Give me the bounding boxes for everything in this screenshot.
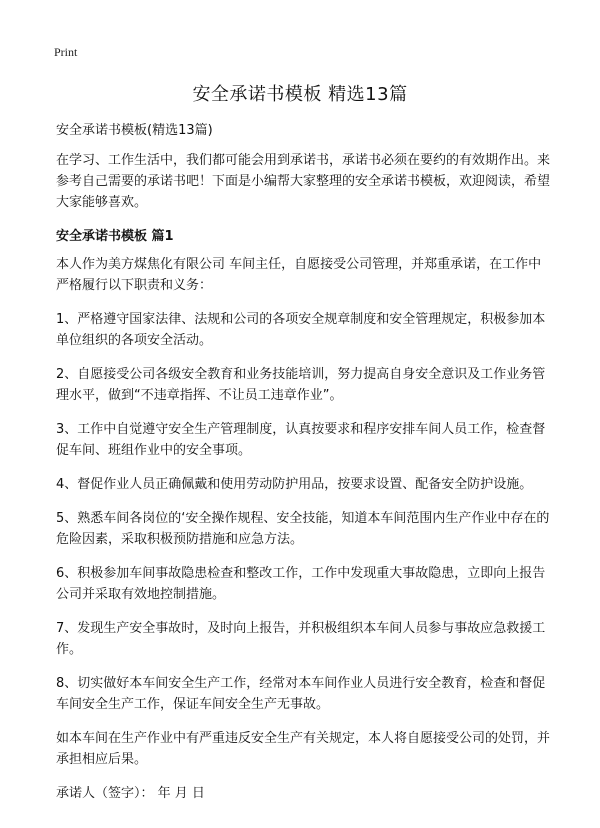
opening-paragraph: 本人作为美方煤焦化有限公司 车间主任，自愿接受公司管理，并郑重承诺，在工作中严格履行以下职责和义务：: [56, 257, 542, 293]
list-item: 7、发现生产安全事故时，及时向上报告，并积极组织本车间人员参与事故应急救援工作。: [56, 621, 546, 657]
print-label: Print: [54, 45, 78, 59]
intro-paragraph: 在学习、工作生活中，我们都可能会用到承诺书，承诺书必须在要约的有效期作出。来参考自己需要的承诺书吧！下面是小编帮大家整理的安全承诺书模板，欢迎阅读，希望大家能够喜欢。: [56, 153, 551, 210]
list-item: 6、积极参加车间事故隐患检查和整改工作，工作中发现重大事故隐患，立即向上报告公司并采取有效地控制措施。: [56, 566, 546, 602]
list-item: 1、严格遵守国家法律、法规和公司的各项安全规章制度和安全管理规定，积极参加本单位组织的各项安全活动。: [56, 312, 546, 348]
list-item: 5、熟悉车间各岗位的‘安全操作规程、安全技能，知道本车间范围内生产作业中存在的危险因素，采取积极预防措施和应急方法。: [56, 511, 550, 547]
list-item: 8、切实做好本车间安全生产工作，经常对本车间作业人员进行安全教育，检查和督促车间安全生产工作，保证车间安全生产无事故。: [56, 676, 546, 712]
document-subtitle: 安全承诺书模板(精选13篇): [56, 123, 213, 138]
page-title: 安全承诺书模板 精选13篇: [192, 84, 408, 105]
list-item: 3、工作中自觉遵守安全生产管理制度，认真按要求和程序安排车间人员工作，检查督促车间、班组作业中的安全事项。: [56, 422, 546, 458]
section-heading: 安全承诺书模板 篇1: [56, 229, 174, 244]
signature-line: 承诺人（签字）： 年 月 日: [56, 786, 205, 801]
list-item: 2、自愿接受公司各级安全教育和业务技能培训，努力提高自身安全意识及工作业务管理水平，做到“不违章指挥、不让员工违章作业”。: [56, 367, 546, 403]
list-item: 4、督促作业人员正确佩戴和使用劳动防护用品，按要求设置、配备安全防护设施。: [56, 477, 533, 492]
document-body: [56, 120, 550, 817]
closing-paragraph: 如本车间在生产作业中有严重违反安全生产有关规定，本人将自愿接受公司的处罚，并承担相应后果。: [56, 731, 551, 767]
